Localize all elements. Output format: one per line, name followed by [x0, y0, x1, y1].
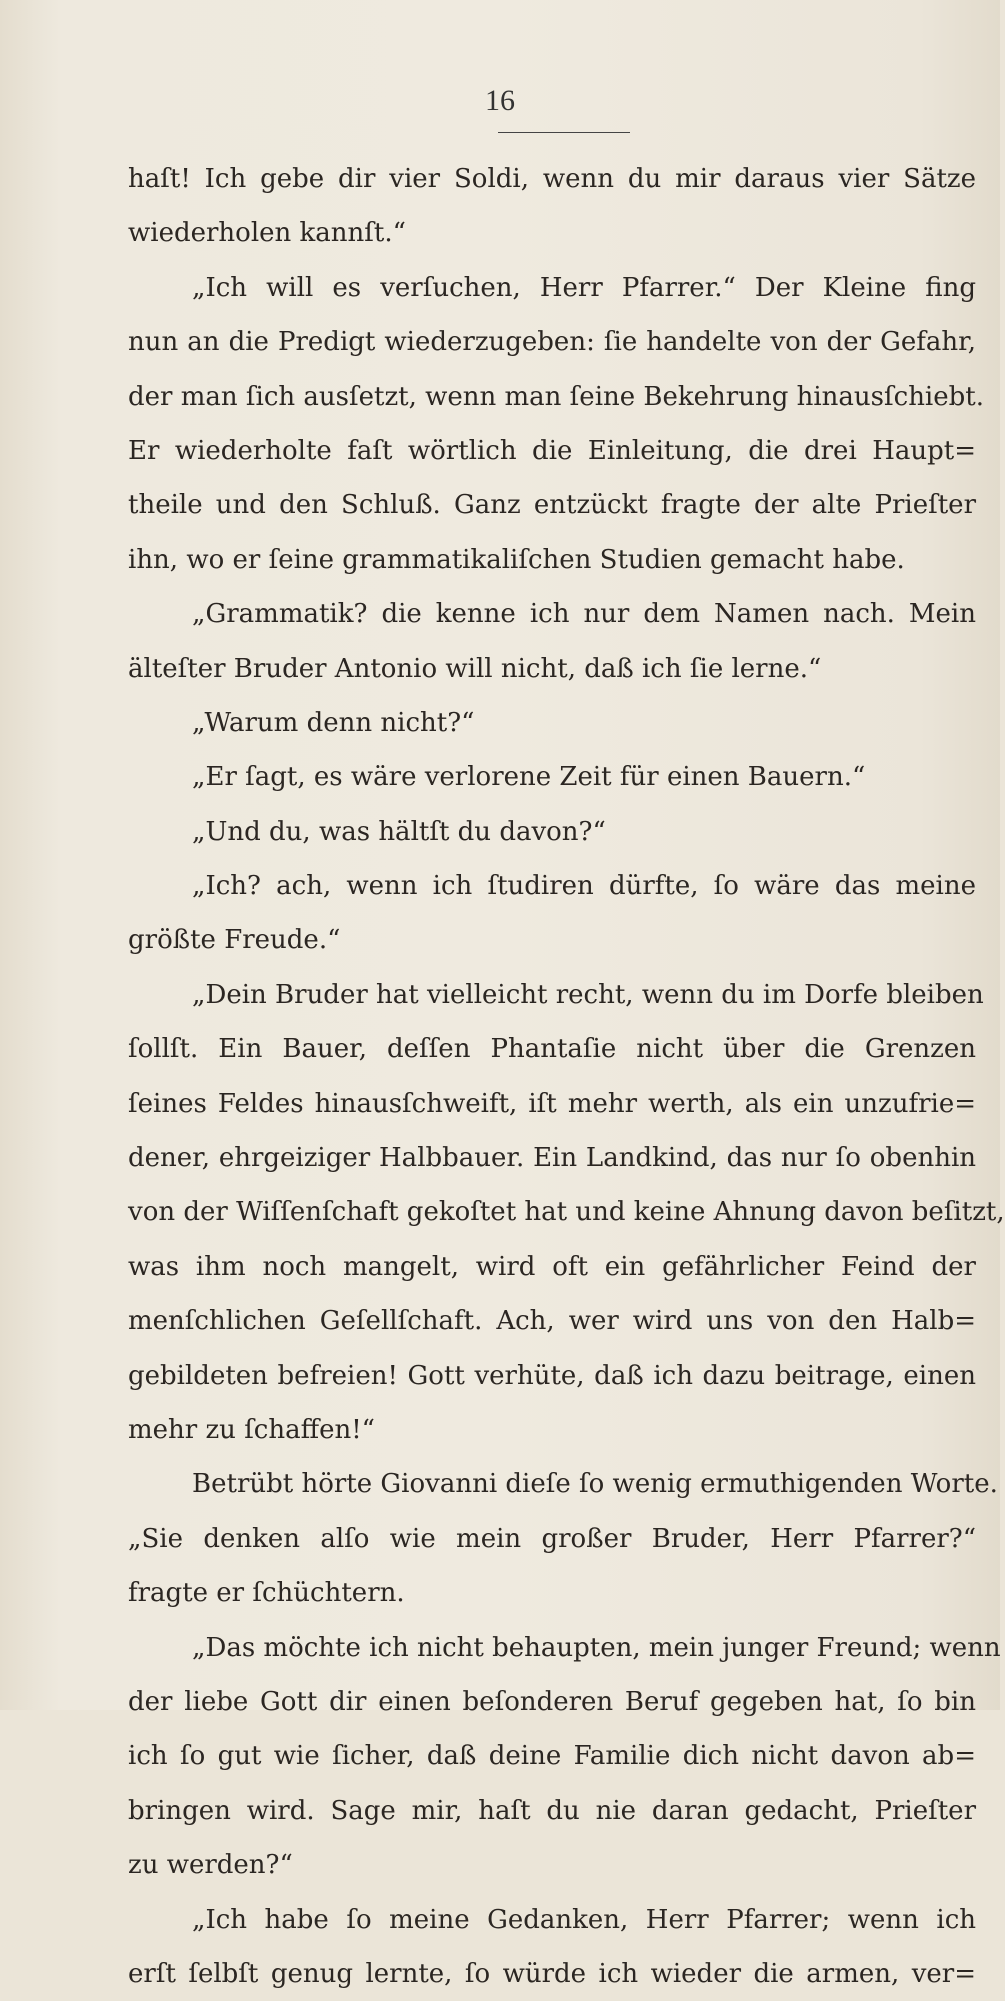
text-line: menſchlichen Geſellſchaft. Ach, wer wird uns von den Halb= [128, 1306, 976, 1337]
text-line: ich ſo gut wie ſicher, daß deine Familie dich nicht davon ab= [128, 1741, 976, 1772]
text-line: ſeines Feldes hinausſchweift, iſt mehr werth, als ein unzufrie= [128, 1088, 976, 1119]
text-line: Er wiederholte faſt wörtlich die Einleitung, die drei Haupt= [128, 435, 976, 466]
text-line: mehr zu ſchaffen!“ [128, 1414, 375, 1445]
text-line: wiederholen kannſt.“ [128, 218, 406, 249]
text-line: „Warum denn nicht?“ [192, 707, 475, 738]
page-number: 16 [485, 84, 515, 117]
text-line: dener, ehrgeiziger Halbbauer. Ein Landkind, das nur ſo obenhin [128, 1143, 976, 1174]
text-line: haſt! Ich gebe dir vier Soldi, wenn du mir daraus vier Sätze [128, 164, 976, 194]
body-text [128, 152, 1005, 2001]
text-line: fragte er ſchüchtern. [128, 1578, 405, 1609]
text-line: ſollſt. Ein Bauer, deſſen Phantaſie nicht über die Grenzen [128, 1034, 976, 1065]
text-line: „Ich will es verſuchen, Herr Pfarrer.“ Der Kleine fing [192, 272, 976, 303]
header-rule [498, 132, 630, 133]
text-line: ihn, wo er ſeine grammatikaliſchen Studien gemacht habe. [128, 544, 905, 575]
text-line: nun an die Predigt wiederzugeben: ſie handelte von der Gefahr, [128, 327, 976, 358]
text-line: gebildeten befreien! Gott verhüte, daß ich dazu beitrage, einen [128, 1360, 976, 1391]
text-line: größte Freude.“ [128, 925, 341, 956]
text-line: „Und du, was hältſt du davon?“ [192, 816, 606, 847]
text-line: der man ſich ausſetzt, wenn man ſeine Bekehrung hinausſchiebt. [128, 381, 984, 412]
text-line: „Das möchte ich nicht behaupten, mein junger Freund; wenn [192, 1632, 1001, 1663]
text-line: älteſter Bruder Antonio will nicht, daß ich ſie lerne.“ [128, 653, 822, 684]
text-line: zu werden?“ [128, 1850, 293, 1881]
text-line: erſt ſelbſt genug lernte, ſo würde ich wieder die armen, ver= [128, 1958, 976, 1989]
text-line: „Er ſagt, es wäre verlorene Zeit für einen Bauern.“ [192, 762, 866, 793]
text-line: bringen wird. Sage mir, haſt du nie daran gedacht, Prieſter [128, 1795, 976, 1826]
text-line: was ihm noch mangelt, wird oft ein gefährlicher Feind der [128, 1251, 976, 1282]
text-line: „Dein Bruder hat vielleicht recht, wenn du im Dorfe bleiben [192, 979, 984, 1010]
text-line: „Ich? ach, wenn ich ſtudiren dürfte, ſo wäre das meine [192, 871, 976, 902]
text-line: der liebe Gott dir einen beſonderen Beruf gegeben hat, ſo bin [128, 1686, 976, 1717]
text-line: von der Wiſſenſchaft gekoſtet hat und keine Ahnung davon beſitzt, [128, 1197, 1005, 1228]
text-line: theile und den Schluß. Ganz entzückt fragte der alte Prieſter [128, 490, 976, 521]
text-line: „Sie denken alſo wie mein großer Bruder, Herr Pfarrer?“ [128, 1523, 976, 1554]
text-line: „Ich habe ſo meine Gedanken, Herr Pfarrer; wenn ich [192, 1904, 976, 1935]
text-line: „Grammatik? die kenne ich nur dem Namen nach. Mein [192, 599, 976, 630]
text-line: Betrübt hörte Giovanni dieſe ſo wenig ermuthigenden Worte. [192, 1469, 998, 1500]
